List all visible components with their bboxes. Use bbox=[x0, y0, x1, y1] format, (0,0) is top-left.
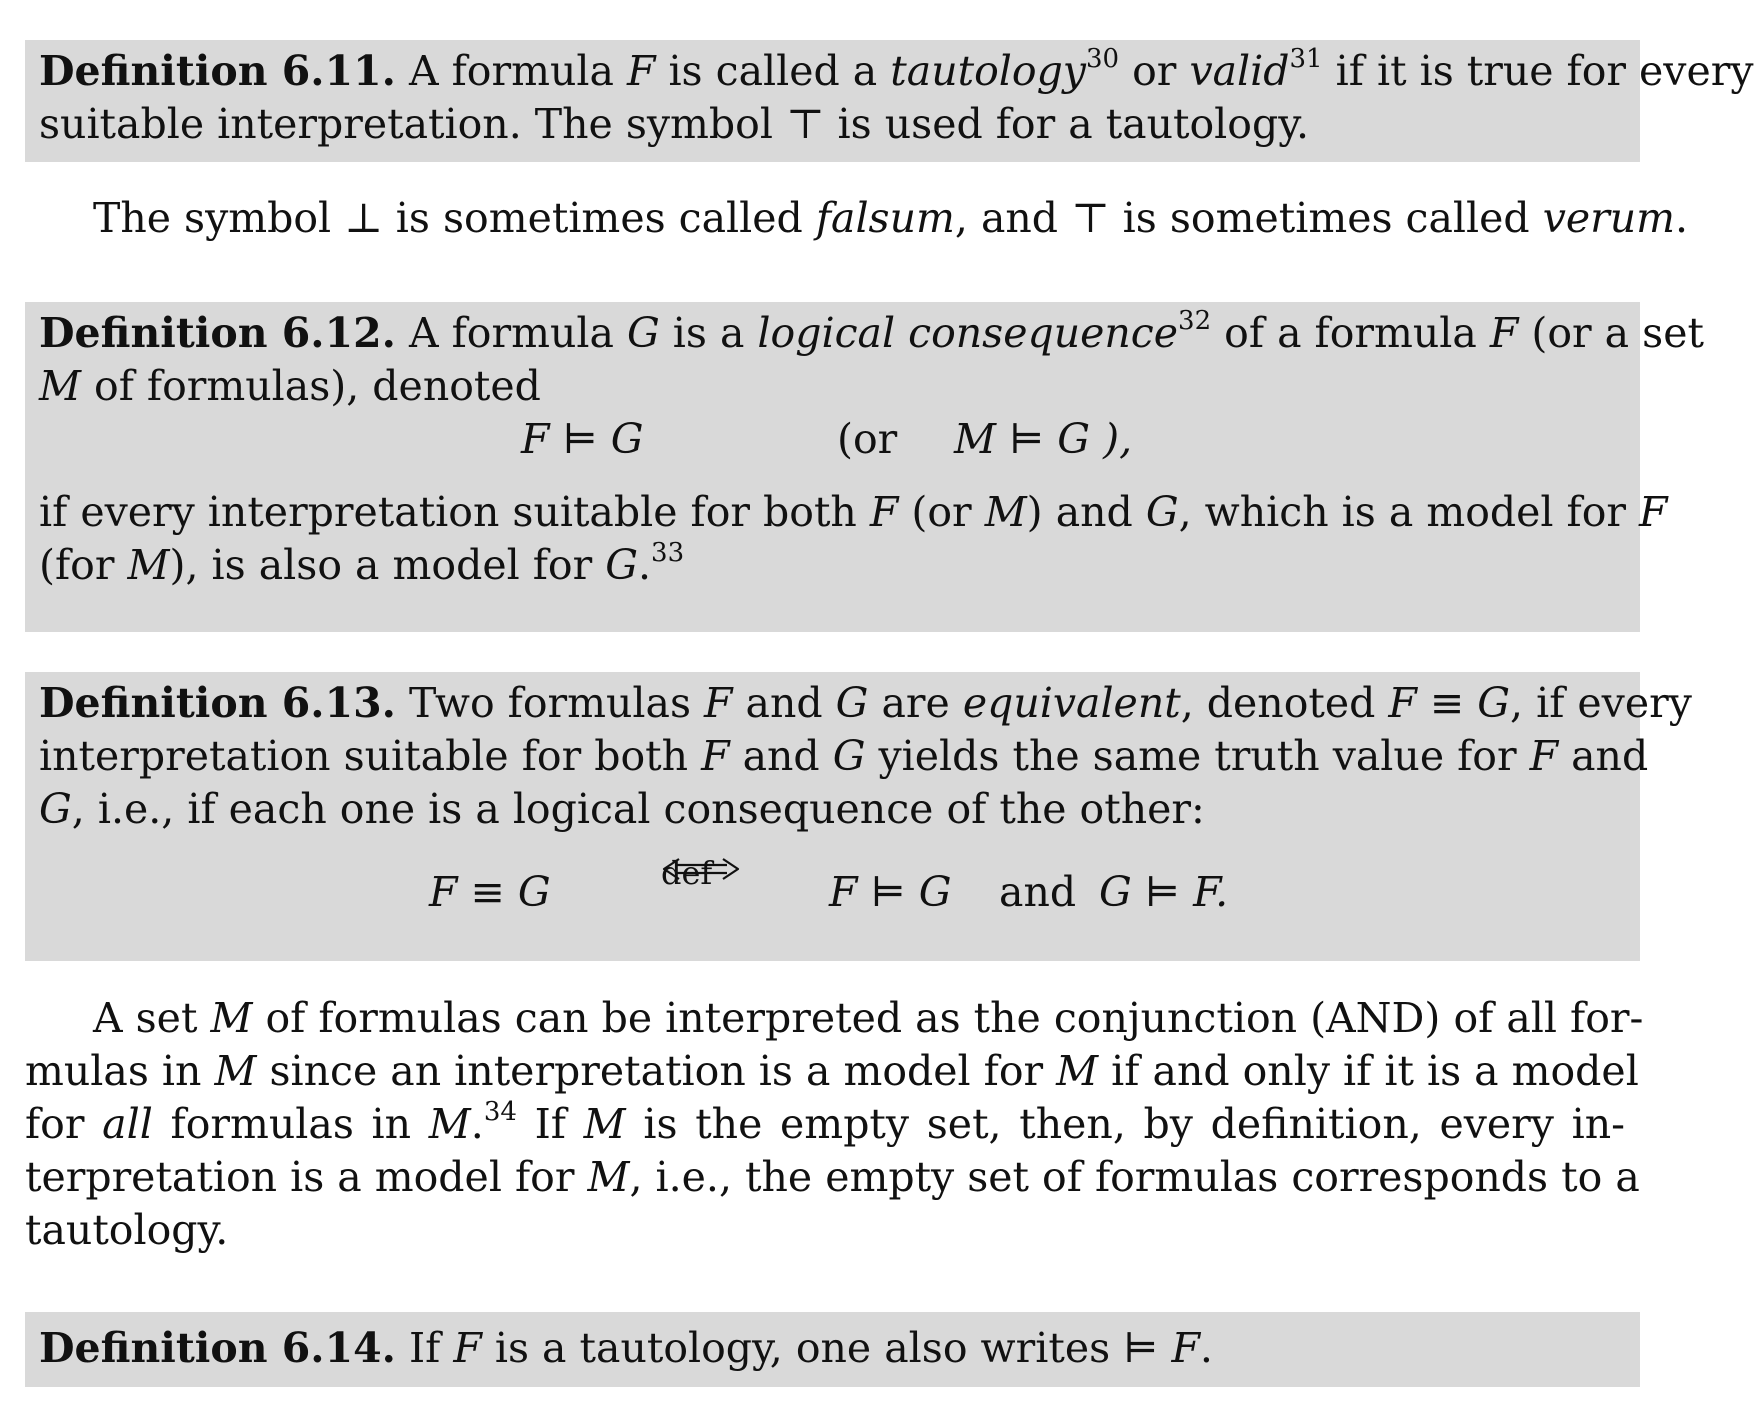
definition-6-14-box bbox=[25, 1312, 1640, 1387]
set-line2: mulas in M since an interpretation is a model for M if and only if it is a model bbox=[25, 1047, 1639, 1095]
def612-line1: Definition 6.12. A formula G is a logical consequence$^{32}$ of a formula F (or a set bbox=[39, 306, 1704, 357]
formula-f-equiv-g: F ≡ G bbox=[429, 868, 551, 916]
def-iff-symbol bbox=[661, 854, 741, 892]
formula-g-models-f: G ⊨ F. bbox=[1099, 868, 1229, 916]
footnote-31[interactable]: 31 bbox=[1289, 44, 1323, 74]
def613-label: Definition 6.13. bbox=[39, 679, 396, 727]
definition-6-13-box bbox=[25, 672, 1692, 961]
def612-line4: (for M), is also a model for G.$^{33}$ bbox=[39, 538, 685, 589]
footnote-33[interactable]: 33 bbox=[651, 538, 685, 568]
def613-line3: G, i.e., if each one is a logical consequence of the other: bbox=[39, 785, 1205, 833]
set-line1: A set M of formulas can be interpreted as the conjunction (AND) of all for- bbox=[93, 994, 1644, 1042]
def612-line2: M of formulas), denoted bbox=[39, 362, 541, 410]
def614-label: Definition 6.14. bbox=[39, 1324, 396, 1372]
def611-label: Definition 6.11. bbox=[39, 47, 396, 95]
formula-f-models-g-2: F ⊨ G bbox=[829, 868, 952, 916]
set-m-paragraph bbox=[25, 992, 1644, 1257]
formula-f-models-g: F ⊨ G bbox=[521, 415, 644, 463]
footnote-32[interactable]: 32 bbox=[1178, 306, 1212, 336]
definition-6-11-box bbox=[25, 40, 1754, 162]
def614-line1: Definition 6.14. If F is a tautology, one also writes ⊨ F. bbox=[39, 1324, 1213, 1372]
definition-6-12-box bbox=[25, 302, 1704, 632]
def612-display-formula bbox=[39, 413, 1626, 486]
formula-or: (or bbox=[837, 415, 898, 463]
falsum-verum-paragraph: The symbol ⊥ is sometimes called falsum, and ⊤ is sometimes called verum. bbox=[93, 194, 1689, 242]
set-line3: for all formulas in M.$^{34}$ If M is the empty set, then, by definition, every in- bbox=[25, 1097, 1625, 1148]
footnote-30[interactable]: 30 bbox=[1085, 44, 1120, 74]
formula-m-models-g: M ⊨ G ), bbox=[954, 415, 1133, 463]
def613-display-formula bbox=[39, 854, 1626, 939]
def613-line2: interpretation suitable for both F and G yields the same truth value for F and bbox=[39, 732, 1649, 780]
def612-line3: if every interpretation suitable for both F (or M) and G, which is a model for F bbox=[39, 488, 1668, 536]
def611-line2: suitable interpretation. The symbol ⊤ is used for a tautology. bbox=[39, 100, 1309, 148]
set-line5: tautology. bbox=[25, 1206, 229, 1254]
def-label: def bbox=[661, 854, 713, 892]
set-line4: terpretation is a model for M, i.e., the empty set of formulas corresponds to a bbox=[25, 1153, 1640, 1201]
footnote-34[interactable]: 34 bbox=[483, 1097, 517, 1127]
def613-line1: Definition 6.13. Two formulas F and G are equivalent, denoted F ≡ G, if every bbox=[39, 679, 1692, 727]
formula-and: and bbox=[999, 868, 1077, 916]
def611-line1: Definition 6.11. A formula F is called a tautology$^{30}$ or valid$^{31}$ if it is true for every bbox=[39, 44, 1754, 95]
def612-label: Definition 6.12. bbox=[39, 309, 396, 357]
